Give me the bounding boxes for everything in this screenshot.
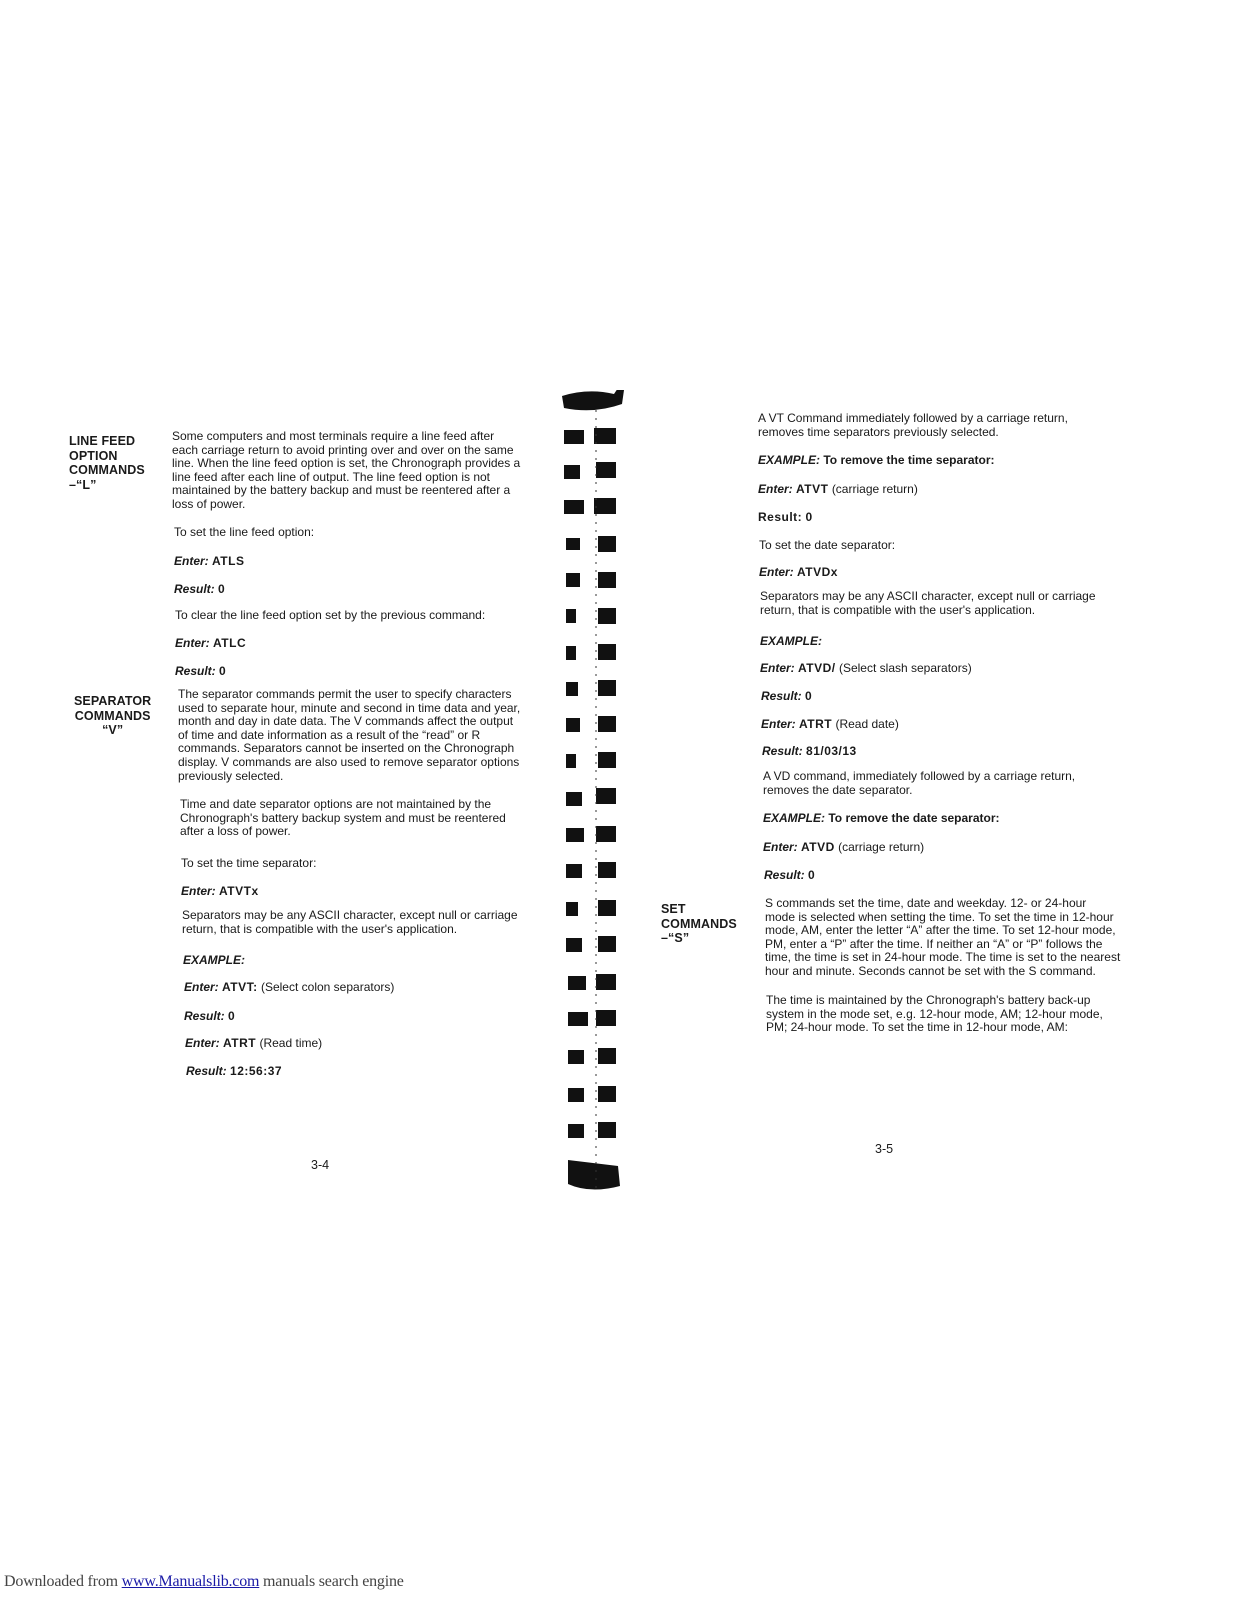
example-remove-date: EXAMPLE: To remove the date separator: xyxy=(763,811,1000,825)
example-remove-time: EXAMPLE: To remove the time separator: xyxy=(758,453,995,467)
result-atlc: Result: 0 xyxy=(175,664,227,678)
separator-para2: Time and date separator options are not maintained by the Chronograph's battery backup system and must be reentered after a loss of power. xyxy=(180,797,506,839)
enter-atvt: Enter: ATVT (carriage return) xyxy=(758,482,918,496)
result-atls: Result: 0 xyxy=(174,582,226,596)
result-atvd-slash: Result: 0 xyxy=(761,689,813,703)
result-atvt-colon: Result: 0 xyxy=(184,1009,236,1023)
vt-paragraph: A VT Command immediately followed by a carriage return, removes time separators previously selected. xyxy=(758,411,1068,439)
enter-atlc: Enter: ATLC xyxy=(175,636,247,650)
right-page-number: 3-5 xyxy=(875,1142,894,1156)
set-date-separator-text: To set the date separator: xyxy=(759,538,896,552)
clear-line-feed-text: To clear the line feed option set by the previous command: xyxy=(175,608,486,622)
enter-atvd-slash: Enter: ATVD/ (Select slash separators) xyxy=(760,661,972,675)
enter-atvtx: Enter: ATVTx xyxy=(181,884,259,898)
result-atvt: Result: 0 xyxy=(758,510,813,524)
result-atrt-time: Result: 12:56:37 xyxy=(186,1064,283,1078)
download-footer: Downloaded from www.Manualslib.com manuals search engine xyxy=(4,1573,404,1590)
enter-atrt-time: Enter: ATRT (Read time) xyxy=(185,1036,323,1050)
enter-atvt-colon: Enter: ATVT: (Select colon separators) xyxy=(184,980,395,994)
result-atrt-date: Result: 81/03/13 xyxy=(762,744,857,758)
enter-atvdx: Enter: ATVDx xyxy=(759,565,838,579)
date-separator-para: Separators may be any ASCII character, except null or carriage return, that is compatible with the user's application. xyxy=(760,589,1096,617)
example-label-right: EXAMPLE: xyxy=(760,634,823,648)
enter-atvd: Enter: ATVD (carriage return) xyxy=(763,840,925,854)
set-line-feed-text: To set the line feed option: xyxy=(174,525,315,539)
separator-intro: The separator commands permit the user to specify characters used to separate hour, minute and second in time data and year, month and day in date data. The V commands affect the output of time and date information as a result of the “read” or R commands. Separators cannot be inserted on the Chronograph display. V commands are also used to remove separator options previously selected. xyxy=(178,687,521,783)
enter-atls: Enter: ATLS xyxy=(174,554,245,568)
vd-paragraph: A VD command, immediately followed by a carriage return, removes the date separator. xyxy=(763,769,1076,797)
enter-atrt-date: Enter: ATRT (Read date) xyxy=(761,717,899,731)
example-label-left: EXAMPLE: xyxy=(183,953,246,967)
spiral-binding-graphic xyxy=(560,390,630,1210)
line-feed-intro: Some computers and most terminals require a line feed after each carriage return to avoid printing over and over on the same line. When the line feed option is set, the Chronograph provides a line feed after each line of output. The line feed option is not maintained by the battery backup and must be reentered after a loss of power. xyxy=(172,429,521,511)
set-commands-para: S commands set the time, date and weekday. 12- or 24-hour mode is selected when setting the time. To set the time in 12-hour mode, AM, enter the letter “A” after the time. To set 12-hour mode, PM, enter a “P” after the time. If neither an “A” or “P” follows the time, the time is set in 24-hour mode. The time is set to the nearest hour and minute. Seconds cannot be set with the S command. xyxy=(765,896,1121,978)
left-page-number: 3-4 xyxy=(311,1158,330,1172)
line-feed-heading: LINE FEED OPTION COMMANDS –“L” xyxy=(69,434,145,492)
separator-para3: Separators may be any ASCII character, except null or carriage return, that is compatible with the user's application. xyxy=(182,908,518,936)
set-time-separator-text: To set the time separator: xyxy=(181,856,317,870)
manualslib-link[interactable]: www.Manualslib.com xyxy=(121,1573,260,1590)
separator-heading: SEPARATOR COMMANDS “V” xyxy=(74,694,152,737)
set-commands-heading: SET COMMANDS –“S” xyxy=(661,902,737,945)
backup-para: The time is maintained by the Chronograph's battery back-up system in the mode set, e.g. 12-hour mode, AM; 12-hour mode, PM; 24-hour mode. To set the time in 12-hour mode, AM: xyxy=(766,993,1103,1035)
result-atvd: Result: 0 xyxy=(764,868,816,882)
